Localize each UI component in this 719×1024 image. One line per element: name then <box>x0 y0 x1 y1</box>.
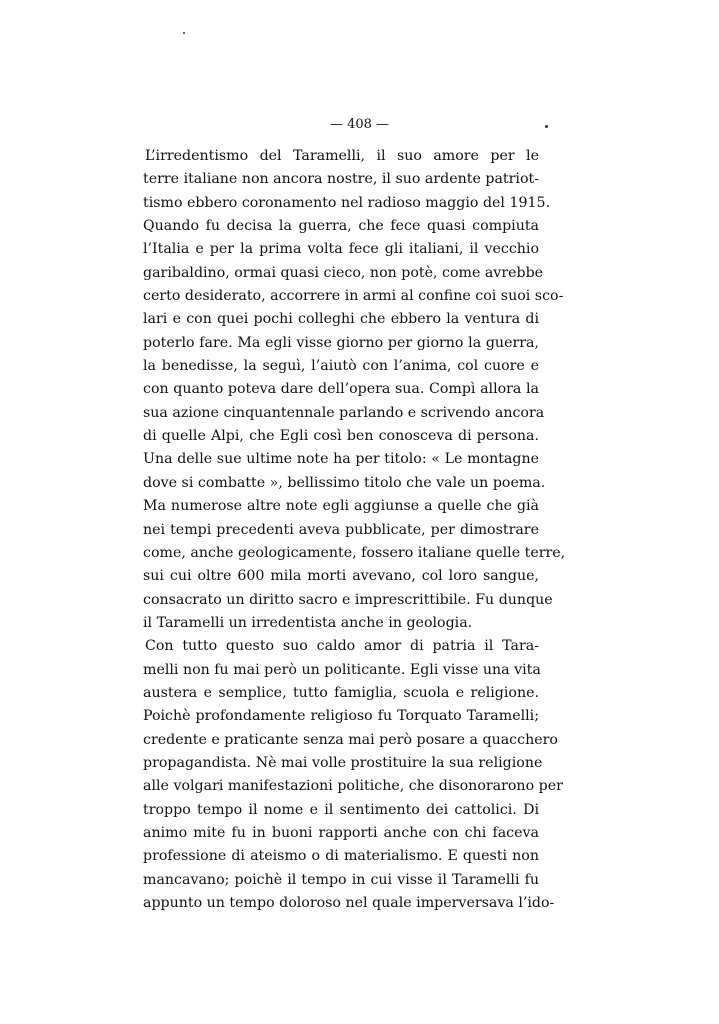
text-line: sui cui oltre 600 mila morti avevano, col loro sangue, <box>143 568 539 585</box>
text-line: Ma numerose altre note egli aggiunse a quelle che già <box>143 498 539 515</box>
text-line: dove si combatte », bellissimo titolo che vale un poema. <box>143 474 546 491</box>
text-line: Poichè profondamente religioso fu Torquato Taramelli; <box>143 708 539 725</box>
text-line: propagandista. Nè mai volle prostituire la sua religione <box>143 754 543 771</box>
text-line: Una delle sue ultime note ha per titolo: « Le montagne <box>143 451 539 468</box>
text-line: tismo ebbero coronamento nel radioso maggio del 1915. <box>143 194 551 211</box>
page-number: — 408 — <box>329 117 390 132</box>
text-line: consacrato un diritto sacro e imprescrittibile. Fu dunque <box>143 591 553 608</box>
text-line: di quelle Alpi, che Egli così ben conosceva di persona. <box>143 428 539 445</box>
text-line: nei tempi precedenti aveva pubblicate, per dimostrare <box>143 521 539 538</box>
scan-speck <box>183 32 185 34</box>
text-line: alle volgari manifestazioni politiche, che disonorarono per <box>143 778 563 795</box>
text-line: troppo tempo il nome e il sentimento dei cattolici. Di <box>143 801 539 818</box>
text-line: con quanto poteva dare dell’opera sua. Compì allora la <box>143 381 539 398</box>
paragraph-1 <box>143 145 566 635</box>
text-line: poterlo fare. Ma egli visse giorno per giorno la guerra, <box>143 334 539 351</box>
text-line: come, anche geologicamente, fossero italiane quelle terre, <box>143 544 566 561</box>
text-line: sua azione cinquantennale parlando e scrivendo ancora <box>143 404 545 421</box>
body-text <box>143 145 566 915</box>
text-line: garibaldino, ormai quasi cieco, non potè, come avrebbe <box>143 264 544 281</box>
text-line: terre italiane non ancora nostre, il suo ardente patriot- <box>143 171 539 188</box>
text-line: certo desiderato, accorrere in armi al confine coi suoi sco- <box>143 288 564 305</box>
text-line: il Taramelli un irredentista anche in geologia. <box>143 614 473 631</box>
text-line: Con tutto questo suo caldo amor di patria il Tara- <box>145 638 539 655</box>
text-line: l’Italia e per la prima volta fece gli italiani, il vecchio <box>143 241 539 258</box>
text-line: austera e semplice, tutto famiglia, scuola e religione. <box>143 684 539 701</box>
text-line: lari e con quei pochi colleghi che ebbero la ventura di <box>143 311 539 328</box>
text-line: appunto un tempo doloroso nel quale imperversava l’ido- <box>143 895 555 911</box>
text-line: animo mite fu in buoni rapporti anche con chi faceva <box>143 824 539 841</box>
text-line: professione di ateismo o di materialismo. E questi non <box>143 848 539 865</box>
paragraph-2 <box>143 635 563 915</box>
text-line: la benedisse, la seguì, l’aiutò con l’anima, col cuore e <box>143 358 539 375</box>
text-line: melli non fu mai però un politicante. Egli visse una vita <box>143 661 541 678</box>
text-line: L’irredentismo del Taramelli, il suo amore per le <box>145 148 539 164</box>
text-line: Quando fu decisa la guerra, che fece quasi compiuta <box>143 218 539 235</box>
text-line: mancavano; poichè il tempo in cui visse il Taramelli fu <box>143 871 539 888</box>
text-line: credente e praticante senza mai però posare a quacchero <box>143 731 558 748</box>
